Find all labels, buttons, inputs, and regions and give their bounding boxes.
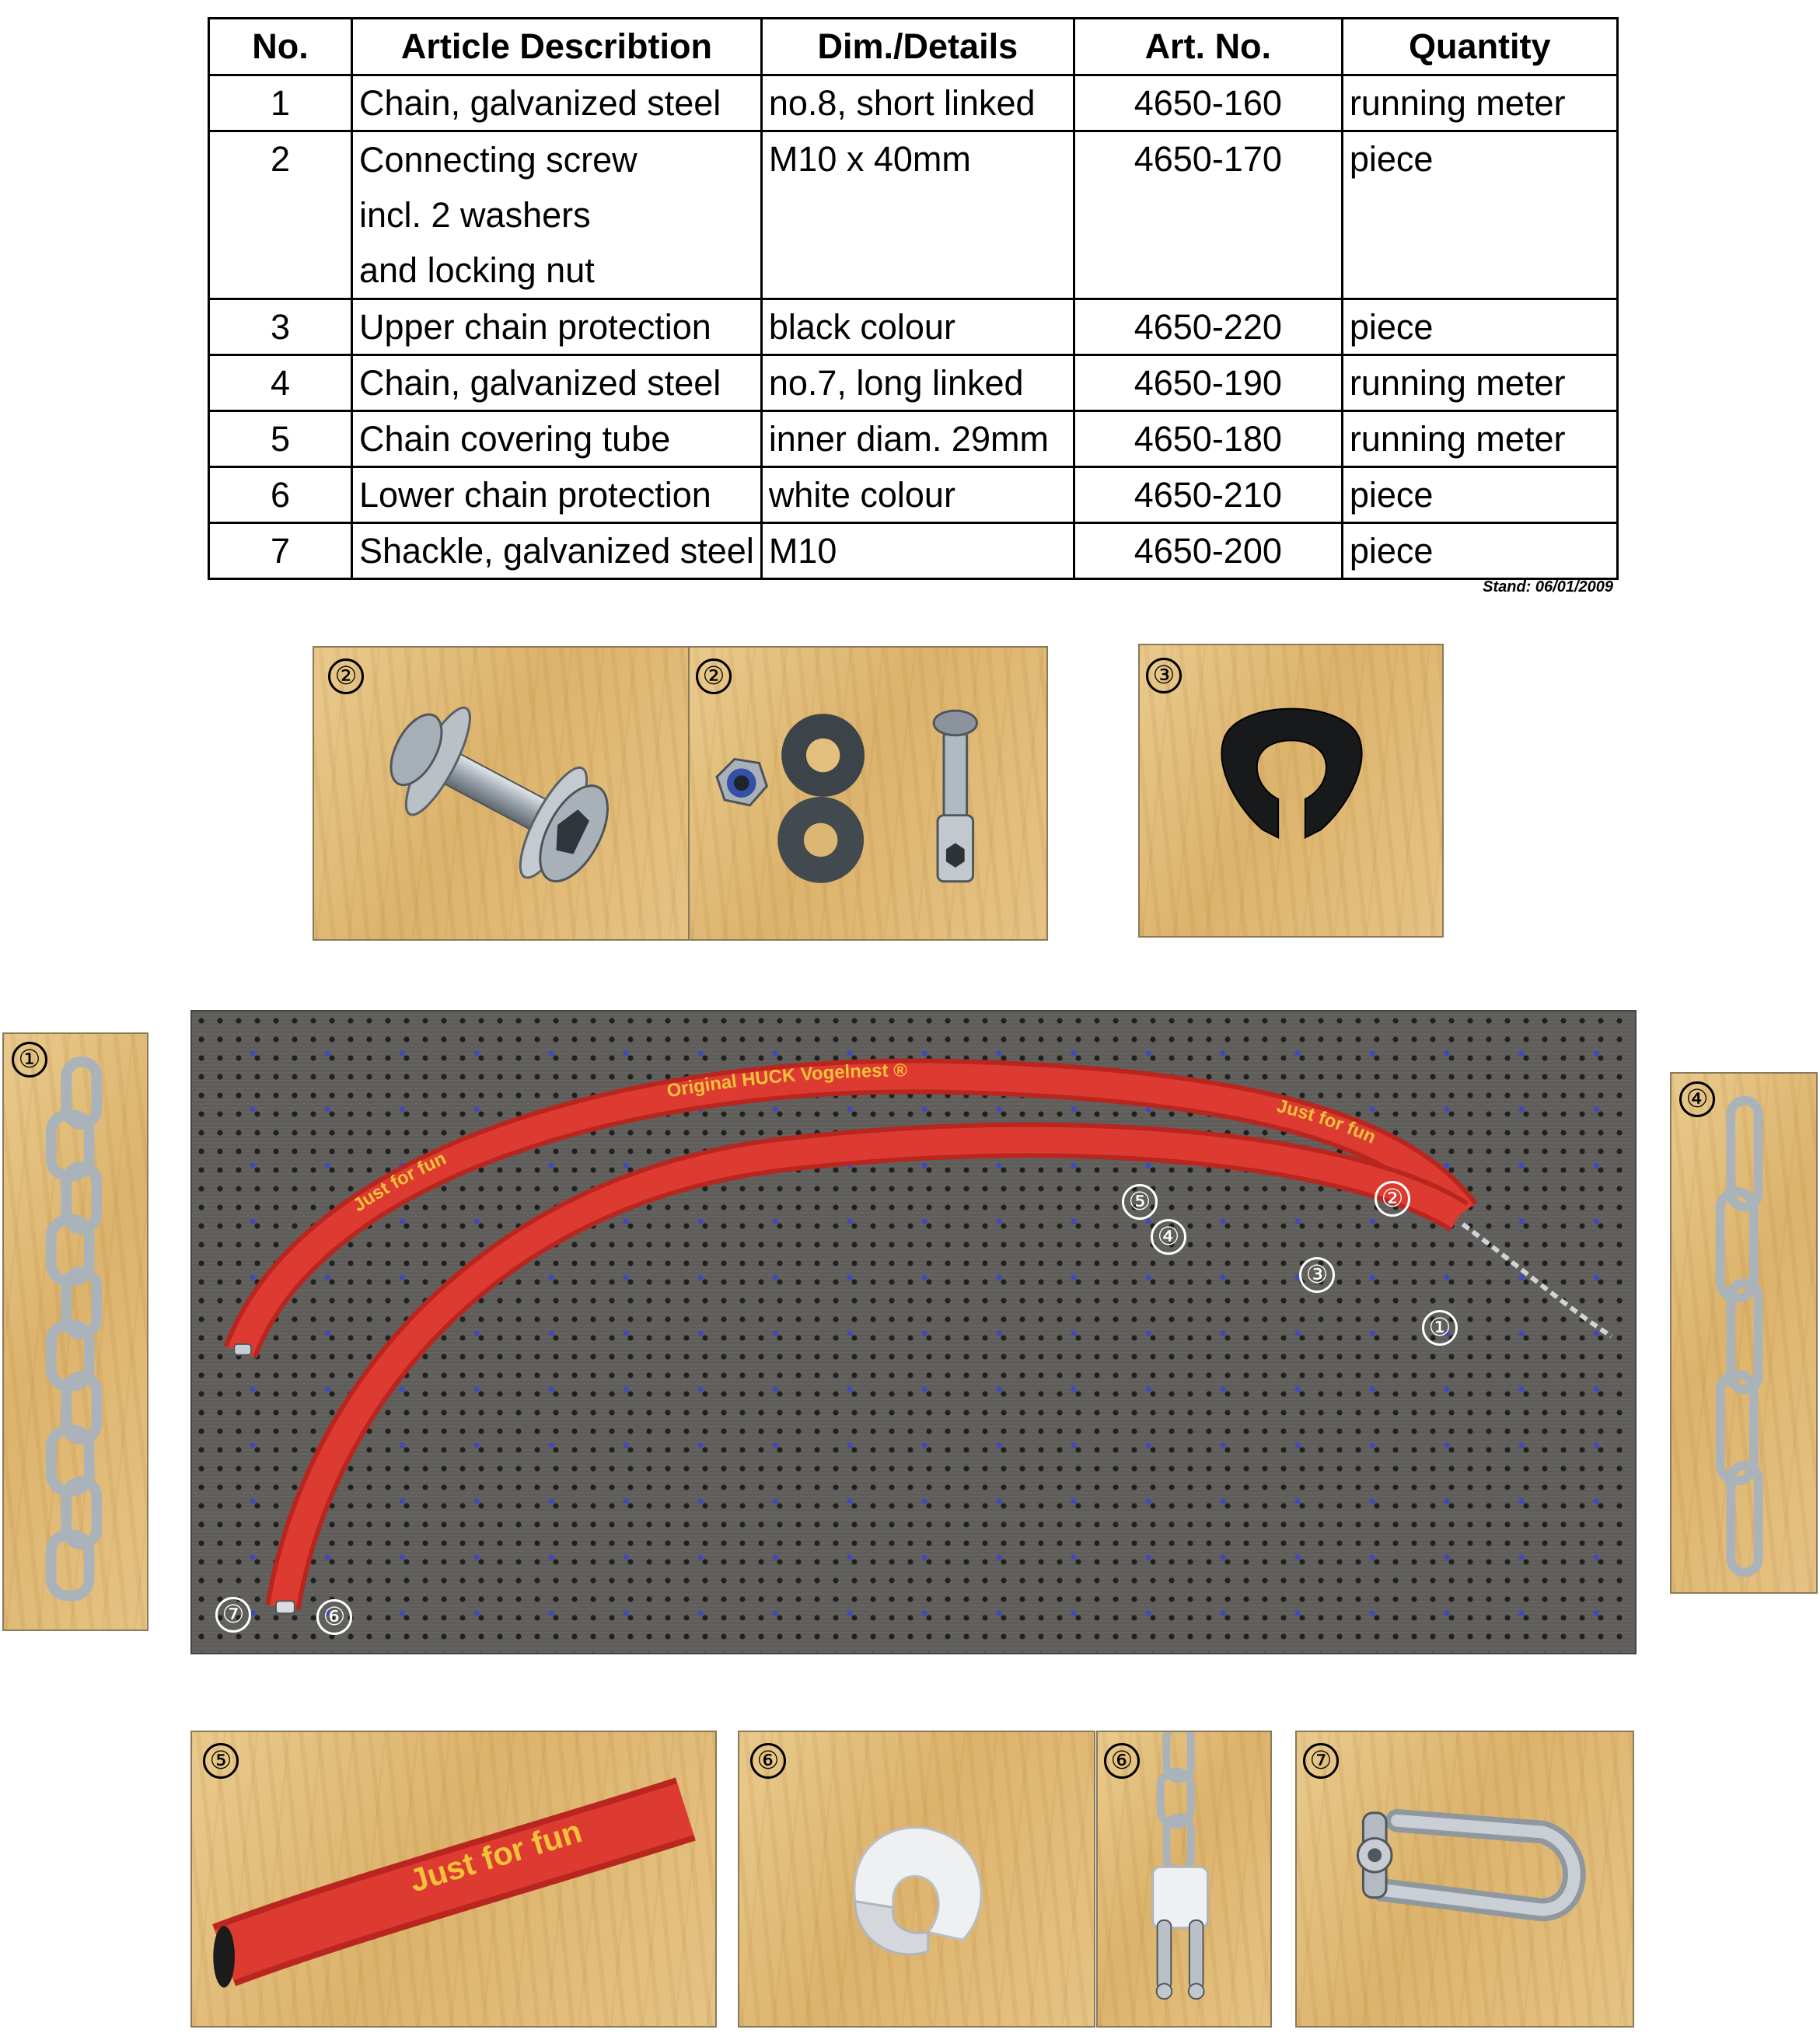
marker-2-overview: ② [1375,1181,1410,1217]
photo-upper-chain-protection [1138,644,1444,938]
table-header-row [209,19,1618,75]
marker-5-overview: ⑤ [1122,1184,1158,1220]
marker-3-overview: ③ [1299,1257,1335,1293]
marker-3: ③ [1146,658,1182,693]
photo-chain-covering-tube [190,1731,717,2028]
row-no: 1 [209,75,352,131]
chain-end [1463,1224,1612,1336]
stand-date: Stand: 06/01/2009 [1483,578,1613,596]
row-art-no: 4650-190 [1074,355,1342,411]
tube-brand-print: Original HUCK Vogelnest ® [665,1060,907,1102]
row-quantity: running meter [1342,75,1617,131]
photo-connecting-screw-assembled [313,646,690,941]
row-quantity: piece [1342,299,1617,355]
row-no: 2 [209,131,352,299]
photo-shackle [1295,1731,1634,2028]
header-no: No. [209,19,352,75]
table-row [209,131,1618,299]
row-no: 3 [209,299,352,355]
marker-1-overview: ① [1422,1310,1458,1346]
chain-short-icon [4,1034,147,1630]
row-dim: white colour [761,467,1074,523]
table-row [209,355,1618,411]
marker-7-overview: ⑦ [215,1597,251,1633]
black-protection-icon [1140,645,1442,936]
marker-5: ⑤ [203,1743,239,1779]
table-row [209,75,1618,131]
row-dim: no.7, long linked [761,355,1074,411]
row-art-no: 4650-210 [1074,467,1342,523]
row-no: 6 [209,467,352,523]
parts-table [208,17,1619,580]
red-tube-icon [192,1732,715,2026]
table-row [209,411,1618,467]
row-quantity: running meter [1342,411,1617,467]
row-description-line: and locking nut [359,250,595,290]
row-description-line: incl. 2 washers [359,195,591,235]
shackle-icon [1297,1732,1633,2026]
table-row [209,467,1618,523]
tube-slogan-print: Just for fun [405,1812,586,1899]
row-quantity: piece [1342,131,1617,299]
row-no: 4 [209,355,352,411]
row-description [352,131,762,299]
screw-parts-icon [690,648,1046,939]
row-description: Chain, galvanized steel [352,75,762,131]
row-description: Upper chain protection [352,299,762,355]
table-row [209,523,1618,579]
marker-2: ② [328,658,364,694]
marker-1: ① [12,1042,47,1078]
header-article-description: Article Describtion [352,19,762,75]
row-quantity: piece [1342,467,1617,523]
row-art-no: 4650-200 [1074,523,1342,579]
row-art-no: 4650-160 [1074,75,1342,131]
photo-lower-chain-protection-mounted [1096,1731,1272,2028]
header-dim-details: Dim./Details [761,19,1074,75]
row-dim: no.8, short linked [761,75,1074,131]
white-protection-icon [739,1732,1094,2026]
row-dim: inner diam. 29mm [761,411,1074,467]
photo-chain-short-linked [2,1032,148,1631]
row-description: Shackle, galvanized steel [352,523,762,579]
chain-long-icon [1672,1074,1816,1592]
marker-4: ④ [1679,1081,1715,1117]
tube-slogan-print-left: Just for fun [349,1148,450,1217]
photo-overview-assembly [190,1010,1637,1654]
tube-slogan-print-right: Just for fun [1274,1095,1379,1148]
row-description: Lower chain protection [352,467,762,523]
marker-2: ② [696,658,732,694]
row-description-line: Connecting screw [359,140,638,180]
marker-4-overview: ④ [1151,1219,1186,1255]
marker-6-overview: ⑥ [316,1599,352,1635]
row-description: Chain covering tube [352,411,762,467]
row-dim: M10 [761,523,1074,579]
row-quantity: piece [1342,523,1617,579]
screw-assembled-icon [314,648,688,939]
marker-6: ⑥ [750,1743,786,1779]
marker-6: ⑥ [1104,1743,1140,1779]
row-no: 7 [209,523,352,579]
row-art-no: 4650-180 [1074,411,1342,467]
photo-lower-chain-protection [738,1731,1095,2028]
header-quantity: Quantity [1342,19,1617,75]
marker-7: ⑦ [1303,1743,1339,1779]
row-art-no: 4650-170 [1074,131,1342,299]
row-dim: M10 x 40mm [761,131,1074,299]
header-art-no: Art. No. [1074,19,1342,75]
row-dim: black colour [761,299,1074,355]
photo-connecting-screw-parts [688,646,1048,941]
row-no: 5 [209,411,352,467]
row-quantity: running meter [1342,355,1617,411]
table-row [209,299,1618,355]
row-art-no: 4650-220 [1074,299,1342,355]
photo-chain-long-linked [1670,1072,1818,1594]
tube-assembly-icon [192,1011,1635,1653]
row-description: Chain, galvanized steel [352,355,762,411]
